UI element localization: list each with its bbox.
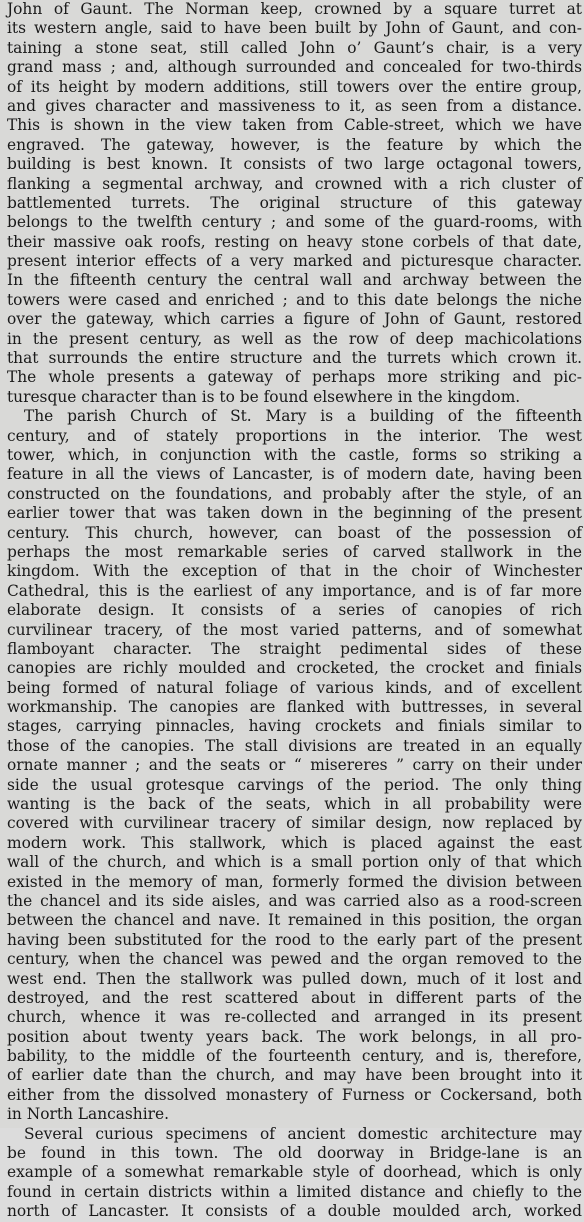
text-line: century, when the chancel was pewed and the organ removed to the bbox=[7, 950, 582, 969]
text-line: flanking a segmental archway, and crowned with a rich cluster of bbox=[7, 174, 582, 193]
text-line: covered with curvilinear tracery of similar design, now replaced by bbox=[7, 814, 582, 833]
text-line: position about twenty years back. The work belongs, in all pro- bbox=[7, 1027, 582, 1046]
text-line: wanting is the back of the seats, which in all probability were bbox=[7, 795, 582, 814]
text-line: having been substituted for the rood to the early part of the present bbox=[7, 930, 582, 949]
text-line: Several curious specimens of ancient domestic architecture may bbox=[24, 1124, 582, 1143]
text-line: elaborate design. It consists of a series of canopies of rich bbox=[7, 601, 582, 620]
text-line: battlemented turrets. The original structure of this gateway bbox=[7, 193, 582, 212]
text-line: building is best known. It consists of two large octagonal towers, bbox=[7, 155, 582, 174]
text-line: wall of the church, and which is a small portion only of that which bbox=[7, 853, 582, 872]
text-line: and gives character and massiveness to it, as seen from a distance. bbox=[7, 96, 582, 115]
text-line: north of Lancaster. It consists of a double moulded arch, worked bbox=[7, 1202, 582, 1221]
text-line: flamboyant character. The straight pedimental sides of these bbox=[7, 639, 582, 658]
text-line: belongs to the twelfth century ; and some of the guard-rooms, with bbox=[7, 213, 582, 232]
text-line: existed in the memory of man, formerly formed the division between bbox=[7, 872, 582, 891]
text-line: over the gateway, which carries a figure of John of Gaunt, restored bbox=[7, 310, 582, 329]
text-line: earlier tower that was taken down in the beginning of the present bbox=[7, 504, 582, 523]
text-line: engraved. The gateway, however, is the feature by which the bbox=[7, 135, 582, 154]
text-line: ornate manner ; and the seats or “ misereres ” carry on their under bbox=[7, 756, 582, 775]
text-line: be found in this town. The old doorway in Bridge-lane is an bbox=[7, 1144, 582, 1163]
text-line: in the present century, as well as the row of deep machicolations bbox=[7, 329, 582, 348]
text-line: the chancel and its side aisles, and was carried also as a rood-screen bbox=[7, 891, 582, 910]
text-line: In the fifteenth century the central wall and archway between the bbox=[7, 271, 582, 290]
text-line: destroyed, and the rest scattered about in different parts of the bbox=[7, 988, 582, 1007]
text-line: tower, which, in conjunction with the castle, forms so striking a bbox=[7, 445, 582, 464]
text-line: This is shown in the view taken from Cable-street, which we have bbox=[7, 116, 582, 135]
text-line: present interior effects of a very marked and picturesque character. bbox=[7, 252, 582, 271]
text-line: The whole presents a gateway of perhaps more striking and pic- bbox=[7, 368, 582, 387]
text-line: those of the canopies. The stall divisions are treated in an equally bbox=[7, 736, 582, 755]
text-line: Cathedral, this is the earliest of any importance, and is of far more bbox=[7, 581, 582, 600]
text-line: constructed on the foundations, and probably after the style, of an bbox=[7, 484, 582, 503]
text-line: workmanship. The canopies are flanked with buttresses, in several bbox=[7, 698, 582, 717]
text-line: perhaps the most remarkable series of carved stallwork in the bbox=[7, 542, 582, 561]
text-line: of earlier date than the church, and may have been brought into it bbox=[7, 1066, 582, 1085]
text-line: its western angle, said to have been built by John of Gaunt, and con- bbox=[7, 19, 582, 38]
text-line: bability, to the middle of the fourteenth century, and is, therefore, bbox=[7, 1047, 582, 1066]
text-line: either from the dissolved monastery of Furness or Cockersand, both bbox=[7, 1085, 582, 1104]
text-line: example of a somewhat remarkable style of doorhead, which is only bbox=[7, 1163, 582, 1182]
text-line: feature in all the views of Lancaster, is of modern date, having been bbox=[7, 465, 582, 484]
text-line: curvilinear tracery, of the most varied patterns, and of somewhat bbox=[7, 620, 582, 639]
text-line: found in certain districts within a limited distance and chiefly to the bbox=[7, 1182, 582, 1201]
text-line: century. This church, however, can boast of the possession of bbox=[7, 523, 582, 542]
text-line: kingdom. With the exception of that in the choir of Winchester bbox=[7, 562, 582, 581]
text-line: century, and of stately proportions in the interior. The west bbox=[7, 426, 582, 445]
text-line: that surrounds the entire structure and the turrets which crown it. bbox=[7, 349, 582, 368]
text-line: turesque character than is to be found elsewhere in the kingdom. bbox=[7, 387, 521, 406]
text-line: in North Lancashire. bbox=[7, 1105, 169, 1124]
text-line: The parish Church of St. Mary is a building of the fifteenth bbox=[24, 407, 582, 426]
text-line: west end. Then the stallwork was pulled down, much of it lost and bbox=[7, 969, 582, 988]
text-line: canopies are richly moulded and crocketed, the crocket and finials bbox=[7, 659, 582, 678]
text-line: their massive oak roofs, resting on heavy stone corbels of that date, bbox=[7, 232, 582, 251]
text-line: taining a stone seat, still called John o’ Gaunt’s chair, is a very bbox=[7, 38, 582, 57]
text-line: John of Gaunt. The Norman keep, crowned by a square turret at bbox=[7, 0, 582, 18]
text-line: modern work. This stallwork, which is placed against the east bbox=[7, 833, 582, 852]
text-line: stages, carrying pinnacles, having crockets and finials similar to bbox=[7, 717, 582, 736]
text-line: church, whence it was re-collected and arranged in its present bbox=[7, 1008, 582, 1027]
text-line: grand mass ; and, although surrounded and concealed for two-thirds bbox=[7, 58, 582, 77]
text-line: side the usual grotesque carvings of the period. The only thing bbox=[7, 775, 582, 794]
text-line: of its height by modern additions, still towers over the entire group, bbox=[7, 77, 582, 96]
text-line: towers were cased and enriched ; and to this date belongs the niche bbox=[7, 290, 582, 309]
text-line: between the chancel and nave. It remained in this position, the organ bbox=[7, 911, 582, 930]
text-line: being formed of natural foliage of various kinds, and of excellent bbox=[7, 678, 582, 697]
